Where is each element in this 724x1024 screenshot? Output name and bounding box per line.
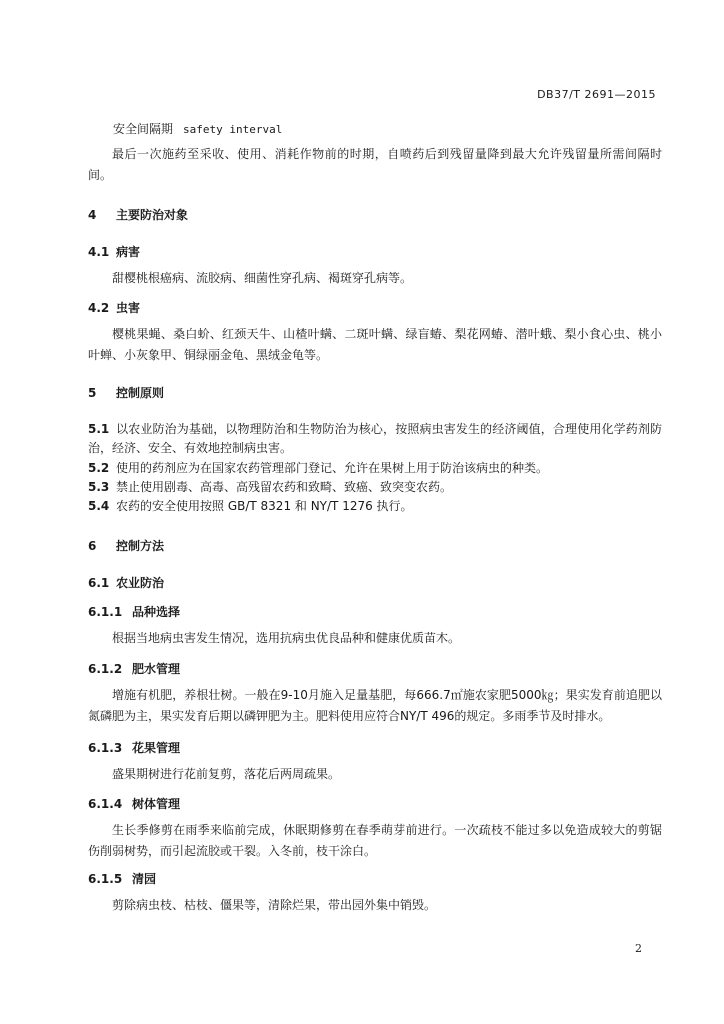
term-heading <box>113 120 687 137</box>
section-title: 农业防治 <box>116 576 165 590</box>
page-number: 2 <box>635 942 642 955</box>
section-title: 树体管理 <box>132 797 181 811</box>
section-number: 6.1.4 <box>88 797 123 811</box>
term-en: safety interval <box>183 123 283 136</box>
section-number: 4.2 <box>88 301 110 315</box>
section-title: 控制方法 <box>116 539 165 553</box>
section-title: 虫害 <box>116 301 141 315</box>
section-4-heading <box>88 206 662 223</box>
section-number: 5 <box>88 386 97 400</box>
section-title: 控制原则 <box>116 386 165 400</box>
section-number: 6 <box>88 539 97 553</box>
section-number: 6.1.5 <box>88 872 123 886</box>
section-6-1-heading <box>88 574 662 591</box>
section-6-1-5-heading <box>88 870 662 887</box>
section-title: 清园 <box>132 872 157 886</box>
item-number: 5.3 <box>88 480 110 494</box>
list-item-5-3 <box>88 478 662 497</box>
section-number: 6.1 <box>88 576 110 590</box>
section-4-1-heading <box>88 243 662 260</box>
section-6-1-3-text: 盛果期树进行花前复剪，落花后两周疏果。 <box>112 767 341 781</box>
item-text: 以农业防治为基础，以物理防治和生物防治为核心，按照病虫害发生的经济阈值，合理使用化学药剂防治，经济、安全、有效地控制病虫害。 <box>88 422 662 455</box>
section-title: 主要防治对象 <box>116 208 189 222</box>
section-6-1-4-text: 生长季修剪在雨季来临前完成，休眠期修剪在春季萌芽前进行。一次疏枝不能过多以免造成较大的剪锯伤削弱树势，而引起流胶或干裂。入冬前，枝干涂白。 <box>88 823 662 858</box>
section-title: 肥水管理 <box>132 662 181 676</box>
section-number: 6.1.1 <box>88 605 123 619</box>
section-title: 病害 <box>116 245 141 259</box>
section-number: 4 <box>88 208 97 222</box>
list-item-5-4 <box>88 497 662 516</box>
item-text: 禁止使用剧毒、高毒、高残留农药和致畸、致癌、致突变农药。 <box>116 480 453 494</box>
section-6-1-5-text: 剪除病虫枝、枯枝、僵果等，清除烂果，带出园外集中销毁。 <box>112 898 437 912</box>
item-number: 5.4 <box>88 499 110 513</box>
section-6-1-1-text: 根据当地病虫害发生情况，选用抗病虫优良品种和健康优质苗木。 <box>112 631 461 645</box>
term-zh: 安全间隔期 <box>113 122 174 136</box>
item-text: 使用的药剂应为在国家农药管理部门登记、允许在果树上用于防治该病虫的种类。 <box>116 461 549 475</box>
section-6-heading <box>88 537 662 554</box>
section-6-1-4-heading <box>88 795 662 812</box>
list-item-5-1 <box>88 420 662 458</box>
item-text: 农药的安全使用按照 GB/T 8321 和 NY/T 1276 执行。 <box>116 499 413 513</box>
section-title: 花果管理 <box>132 741 181 755</box>
section-number: 6.1.2 <box>88 662 123 676</box>
section-5-heading <box>88 384 662 401</box>
section-4-2-heading <box>88 299 662 316</box>
section-4-1-text: 甜樱桃根癌病、流胶病、细菌性穿孔病、褐斑穿孔病等。 <box>112 271 413 285</box>
term-definition: 最后一次施药至采收、使用、消耗作物前的时期，自喷药后到残留量降到最大允许残留量所需间隔时间。 <box>88 147 662 182</box>
section-6-1-1-heading <box>88 603 662 620</box>
section-number: 6.1.3 <box>88 741 123 755</box>
section-title: 品种选择 <box>132 605 181 619</box>
section-6-1-3-heading <box>88 739 662 756</box>
section-4-2-text: 樱桃果蝇、桑白蚧、红颈天牛、山楂叶螨、二斑叶螨、绿盲蝽、梨花网蝽、潜叶蛾、梨小食心虫、桃小叶蝉、小灰象甲、铜绿丽金龟、黑绒金龟等。 <box>88 327 662 362</box>
section-6-1-2-heading <box>88 660 662 677</box>
item-number: 5.1 <box>88 422 110 436</box>
section-number: 4.1 <box>88 245 110 259</box>
item-number: 5.2 <box>88 461 110 475</box>
standard-code: DB37/T 2691—2015 <box>537 88 656 101</box>
section-6-1-2-text: 增施有机肥，养根壮树。一般在9-10月施入足量基肥，每666.7㎡施农家肥5000㎏；果实发育前追肥以氮磷肥为主，果实发育后期以磷钾肥为主。肥料使用应符合NY/T 496的规定。多雨季节及时排水。 <box>88 688 662 723</box>
list-item-5-2 <box>88 459 662 478</box>
